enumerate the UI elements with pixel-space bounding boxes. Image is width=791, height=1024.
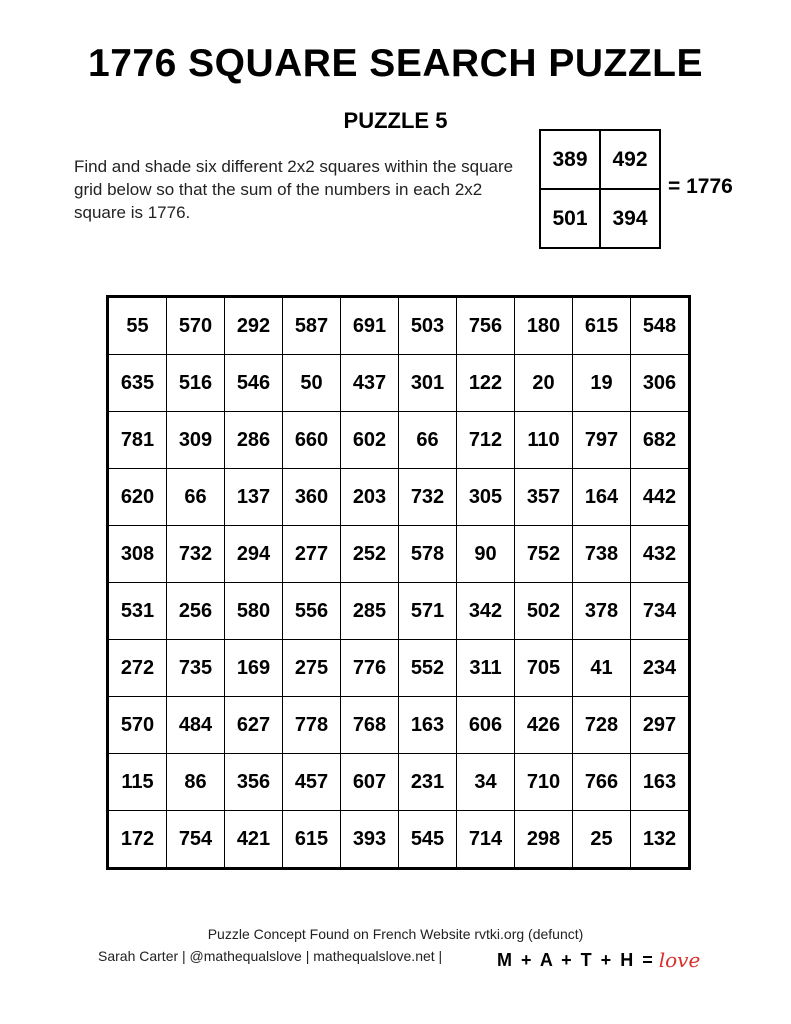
- logo-love: love: [658, 948, 701, 972]
- grid-cell[interactable]: 797: [573, 412, 631, 469]
- grid-row: [108, 469, 690, 526]
- grid-cell[interactable]: 342: [457, 583, 515, 640]
- logo-text: M + A + T + H =: [497, 949, 655, 970]
- grid-cell[interactable]: 691: [341, 297, 399, 355]
- grid-cell[interactable]: 163: [399, 697, 457, 754]
- grid-cell[interactable]: 115: [108, 754, 167, 811]
- grid-cell[interactable]: 41: [573, 640, 631, 697]
- grid-cell[interactable]: 705: [515, 640, 573, 697]
- grid-cell[interactable]: 203: [341, 469, 399, 526]
- grid-row: [108, 583, 690, 640]
- grid-cell[interactable]: 776: [341, 640, 399, 697]
- grid-cell[interactable]: 728: [573, 697, 631, 754]
- grid-cell[interactable]: 660: [283, 412, 341, 469]
- grid-cell[interactable]: 311: [457, 640, 515, 697]
- grid-cell[interactable]: 172: [108, 811, 167, 869]
- grid-row: [108, 640, 690, 697]
- grid-cell[interactable]: 378: [573, 583, 631, 640]
- grid-cell[interactable]: 756: [457, 297, 515, 355]
- grid-cell[interactable]: 285: [341, 583, 399, 640]
- grid-cell[interactable]: 548: [631, 297, 690, 355]
- grid-row: [108, 297, 690, 355]
- mathequalslove-logo: [497, 948, 700, 972]
- grid-cell[interactable]: 90: [457, 526, 515, 583]
- grid-cell[interactable]: 502: [515, 583, 573, 640]
- grid-cell[interactable]: 231: [399, 754, 457, 811]
- grid-cell[interactable]: 752: [515, 526, 573, 583]
- grid-cell[interactable]: 164: [573, 469, 631, 526]
- instructions-text: Find and shade six different 2x2 squares within the square grid below so that the sum of the numbers in each 2x2 square is 1776.: [74, 157, 514, 222]
- grid-cell[interactable]: 393: [341, 811, 399, 869]
- grid-cell[interactable]: 712: [457, 412, 515, 469]
- grid-cell[interactable]: 732: [167, 526, 225, 583]
- grid-cell[interactable]: 587: [283, 297, 341, 355]
- grid-cell[interactable]: 531: [108, 583, 167, 640]
- grid-cell[interactable]: 781: [108, 412, 167, 469]
- grid-cell[interactable]: 602: [341, 412, 399, 469]
- grid-cell[interactable]: 768: [341, 697, 399, 754]
- grid-cell[interactable]: 169: [225, 640, 283, 697]
- grid-cell[interactable]: 571: [399, 583, 457, 640]
- grid-cell[interactable]: 738: [573, 526, 631, 583]
- example-sum: = 1776: [668, 175, 733, 198]
- grid-cell[interactable]: 275: [283, 640, 341, 697]
- footer-credit: Sarah Carter | @mathequalslove | mathequalslove.net |: [98, 948, 443, 964]
- grid-cell[interactable]: 516: [167, 355, 225, 412]
- grid-row: [108, 811, 690, 869]
- grid-cell[interactable]: 615: [283, 811, 341, 869]
- grid-cell[interactable]: 277: [283, 526, 341, 583]
- grid-cell[interactable]: 556: [283, 583, 341, 640]
- grid-cell[interactable]: 627: [225, 697, 283, 754]
- grid-cell[interactable]: 503: [399, 297, 457, 355]
- grid-cell[interactable]: 132: [631, 811, 690, 869]
- grid-cell[interactable]: 437: [341, 355, 399, 412]
- grid-cell[interactable]: 308: [108, 526, 167, 583]
- example-cell: 389: [540, 130, 600, 189]
- grid-cell[interactable]: 635: [108, 355, 167, 412]
- grid-cell[interactable]: 754: [167, 811, 225, 869]
- grid-cell[interactable]: 86: [167, 754, 225, 811]
- grid-cell[interactable]: 180: [515, 297, 573, 355]
- grid-cell[interactable]: 357: [515, 469, 573, 526]
- grid-cell[interactable]: 545: [399, 811, 457, 869]
- grid-cell[interactable]: 301: [399, 355, 457, 412]
- grid-cell[interactable]: 734: [631, 583, 690, 640]
- example-row: [540, 130, 660, 189]
- grid-row: [108, 754, 690, 811]
- puzzle-grid: [106, 295, 691, 870]
- grid-cell[interactable]: 570: [108, 697, 167, 754]
- grid-cell[interactable]: 570: [167, 297, 225, 355]
- grid-cell[interactable]: 484: [167, 697, 225, 754]
- grid-cell[interactable]: 710: [515, 754, 573, 811]
- grid-row: [108, 526, 690, 583]
- grid-cell[interactable]: 606: [457, 697, 515, 754]
- grid-cell[interactable]: 778: [283, 697, 341, 754]
- grid-cell[interactable]: 305: [457, 469, 515, 526]
- example-row: [540, 189, 660, 248]
- example-cell: 492: [600, 130, 660, 189]
- grid-cell[interactable]: 19: [573, 355, 631, 412]
- grid-cell[interactable]: 607: [341, 754, 399, 811]
- grid-cell[interactable]: 552: [399, 640, 457, 697]
- grid-cell[interactable]: 360: [283, 469, 341, 526]
- grid-cell[interactable]: 66: [399, 412, 457, 469]
- example-cell: 394: [600, 189, 660, 248]
- grid-cell[interactable]: 421: [225, 811, 283, 869]
- grid-row: [108, 697, 690, 754]
- grid-cell[interactable]: 457: [283, 754, 341, 811]
- grid-cell[interactable]: 306: [631, 355, 690, 412]
- grid-cell[interactable]: 432: [631, 526, 690, 583]
- grid-cell[interactable]: 580: [225, 583, 283, 640]
- grid-cell[interactable]: 309: [167, 412, 225, 469]
- grid-cell[interactable]: 732: [399, 469, 457, 526]
- grid-cell[interactable]: 66: [167, 469, 225, 526]
- grid-row: [108, 355, 690, 412]
- grid-cell[interactable]: 298: [515, 811, 573, 869]
- grid-cell[interactable]: 256: [167, 583, 225, 640]
- grid-cell[interactable]: 272: [108, 640, 167, 697]
- grid-cell[interactable]: 426: [515, 697, 573, 754]
- grid-cell[interactable]: 110: [515, 412, 573, 469]
- example-cell: 501: [540, 189, 600, 248]
- grid-row: [108, 412, 690, 469]
- grid-cell[interactable]: 234: [631, 640, 690, 697]
- grid-cell[interactable]: 615: [573, 297, 631, 355]
- grid-cell[interactable]: 578: [399, 526, 457, 583]
- puzzle-subtitle: PUZZLE 5: [343, 108, 448, 133]
- grid-cell[interactable]: 766: [573, 754, 631, 811]
- grid-cell[interactable]: 34: [457, 754, 515, 811]
- grid-cell[interactable]: 292: [225, 297, 283, 355]
- grid-cell[interactable]: 620: [108, 469, 167, 526]
- grid-cell[interactable]: 50: [283, 355, 341, 412]
- grid-cell[interactable]: 137: [225, 469, 283, 526]
- grid-cell[interactable]: 25: [573, 811, 631, 869]
- grid-cell[interactable]: 546: [225, 355, 283, 412]
- grid-cell[interactable]: 356: [225, 754, 283, 811]
- grid-cell[interactable]: 286: [225, 412, 283, 469]
- grid-cell[interactable]: 294: [225, 526, 283, 583]
- grid-cell[interactable]: 297: [631, 697, 690, 754]
- footer-concept: Puzzle Concept Found on French Website rvtki.org (defunct): [207, 926, 584, 942]
- grid-cell[interactable]: 55: [108, 297, 167, 355]
- grid-cell[interactable]: 163: [631, 754, 690, 811]
- grid-cell[interactable]: 442: [631, 469, 690, 526]
- grid-cell[interactable]: 122: [457, 355, 515, 412]
- grid-cell[interactable]: 714: [457, 811, 515, 869]
- grid-cell[interactable]: 735: [167, 640, 225, 697]
- grid-cell[interactable]: 682: [631, 412, 690, 469]
- grid-cell[interactable]: 252: [341, 526, 399, 583]
- grid-cell[interactable]: 20: [515, 355, 573, 412]
- page-title: 1776 SQUARE SEARCH PUZZLE: [88, 42, 703, 85]
- example-square: [539, 129, 661, 249]
